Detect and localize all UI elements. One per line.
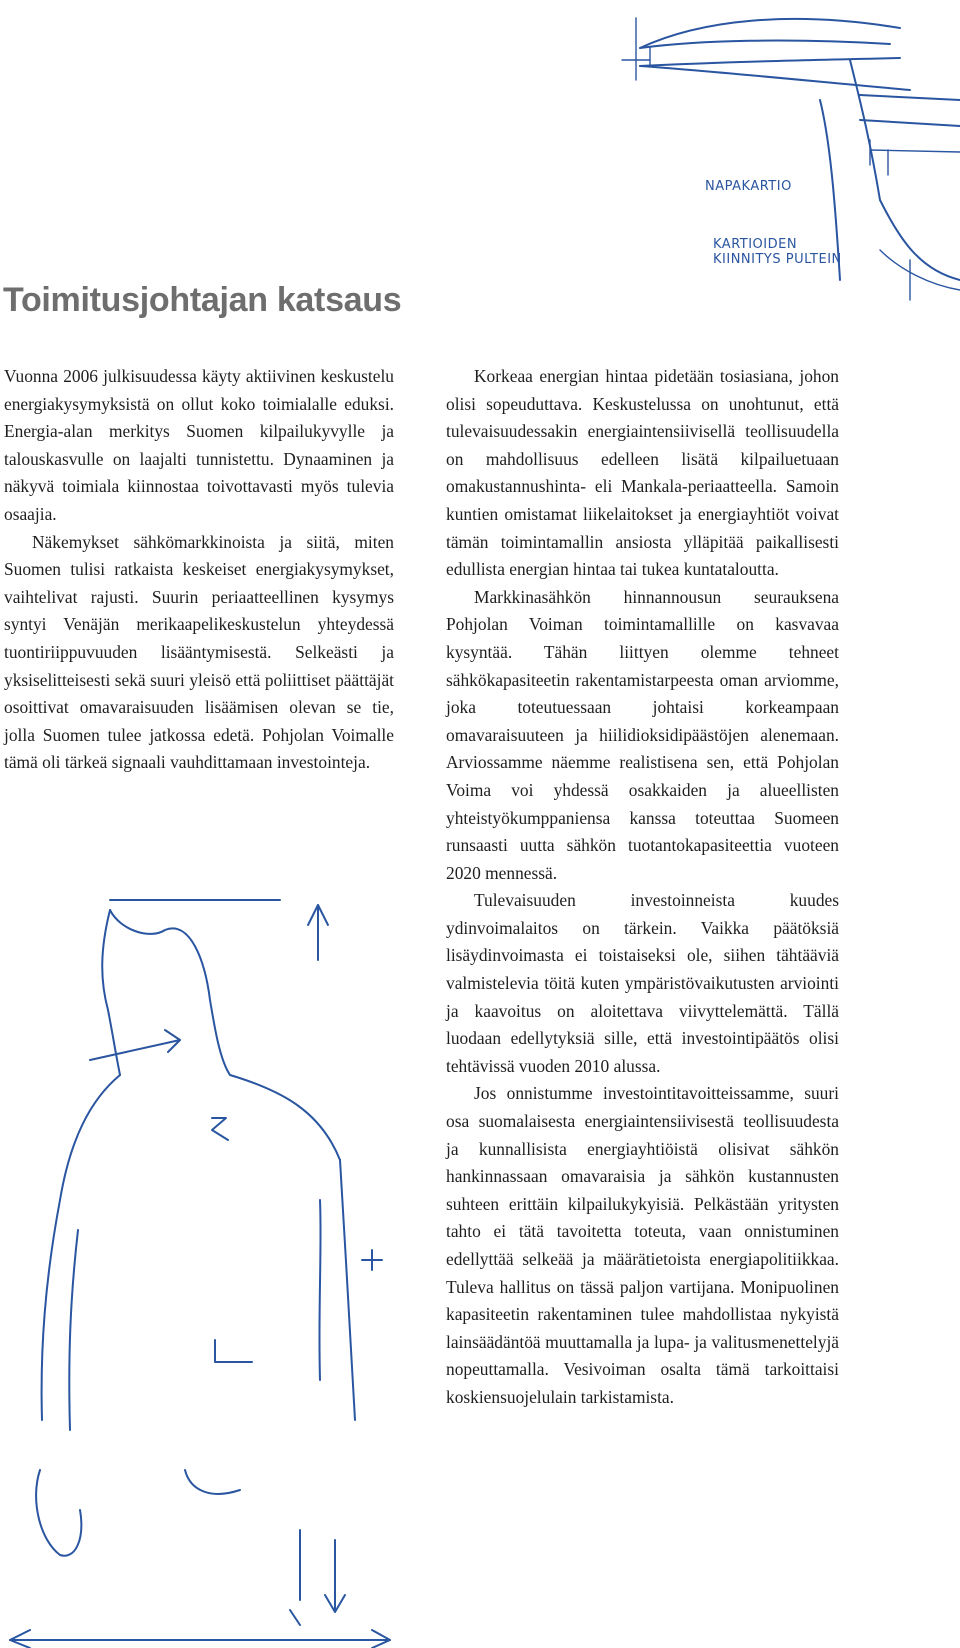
paragraph: Markkinasähkön hinnannousun seurauksena Pohjolan Voiman toimintamallille on kasvavaa kysyntää. Tähän liittyen olemme tehneet sähkökapasiteetin rakentamistarpeesta oman arviomme, joka toteutuessaan johtaisi korkeampaan omavaraisuuteen ja hiilidioksidipäästöjen alenemaan. Arviossamme näemme realistisena sen, että Pohjolan Voima voi yhdessä osakkaiden ja alueellisten yhteistyökumppaniensa kanssa toteuttaa Suomeen runsaasti uutta sähkön tuotantokapasiteettia vuoteen 2020 mennessä.: [446, 586, 839, 883]
label-napakartio: NAPAKARTIO: [705, 179, 792, 194]
label-kiinnitys-pultein: KIINNITYS PULTEIN: [713, 252, 842, 267]
text-column-right: [446, 363, 839, 1412]
paragraph: Näkemykset sähkömarkkinoista ja siitä, miten Suomen tulisi ratkaista keskeiset energiakysymykset, vaihtelivat rajusti. Suurin periaatteellinen kysymys syntyi Venäjän merikaapelikeskustelun yhteydessä tuontiriippuvuuden lisääntymisestä. Selkeästi ja yksiselitteisesti sekä suuri yleisö että poliittiset päättäjät osoittivat omavaraisuuden lisäämisen olevan se tie, jolla Suomen tulee jatkossa edetä. Pohjolan Voimalle tämä oli tärkeä signaali vauhdittamaan investointeja.: [4, 531, 394, 773]
paragraph: Vuonna 2006 julkisuudessa käyty aktiivinen keskustelu energiakysymyksistä on ollut koko toimialalle eduksi. Energia-alan merkitys Suomen kilpailukyvylle ja talouskasvulle on laajalti tunnistettu. Dynaaminen ja näkyvä toimiala kiinnostaa toivottavasti myös tulevia osaajia.: [4, 366, 394, 524]
text-column-left: [4, 363, 394, 777]
paragraph: Korkeaa energian hintaa pidetään tosiasiana, johon olisi sopeuduttava. Keskustelussa on unohtunut, että tulevaisuudessakin energiaintensiivisellä teollisuudella on mahdollisuus edelleen lisätä kilpailuetuaan omakustannushinta- eli Mankala-periaatteella. Samoin kuntien omistamat liikelaitokset ja energiayhtiöt voivat tämän toimintamallin ansiosta ylläpitää paikallisesti edullista energian hintaa tai tukea kuntataloutta.: [446, 366, 839, 580]
paragraph: Jos onnistumme investointitavoitteissamme, suuri osa suomalaisesta energiaintensiivisestä teollisuudesta ja kunnallisista energiayhtiöistä olisivat sähkön hankinnassaan omavaraisia ja sähkön kustannusten suhteen erittäin kilpailukykyisiä. Pelkästään yritysten tahto ei tätä tavoitetta toteuta, vaan onnistuminen edellyttää selkeää ja määrätietoista energiapolitiikkaa. Tuleva hallitus on tässä paljon vartijana. Monipuolinen kapasiteetin rakentaminen tulee mahdollistaa nykyistä lainsäädäntöä muuttamalla ja lupa- ja valitusmenettelyjä nopeuttamalla. Vesivoiman osalta tämä tarkoittaisi koskiensuojelulain tarkistamista.: [446, 1083, 839, 1407]
paragraph: Tulevaisuuden investoinneista kuudes ydinvoimalaitos on tärkein. Vaikka päätöksiä lisäydinvoimasta ei toistaiseksi ole, siihen tähtääviä valmistelevia töitä kuten ympäristövaikutusten arviointi ja kaavoitus on aloitettava viivyttelemättä. Tällä luodaan edellytyksiä sille, että investointipäätös olisi tehtävissä vuoden 2010 alussa.: [446, 890, 839, 1076]
page-title: Toimitusjohtajan katsaus: [3, 281, 402, 319]
standing-figure-sketch: [10, 900, 390, 1648]
label-kartioiden: KARTIOIDEN: [713, 237, 798, 252]
